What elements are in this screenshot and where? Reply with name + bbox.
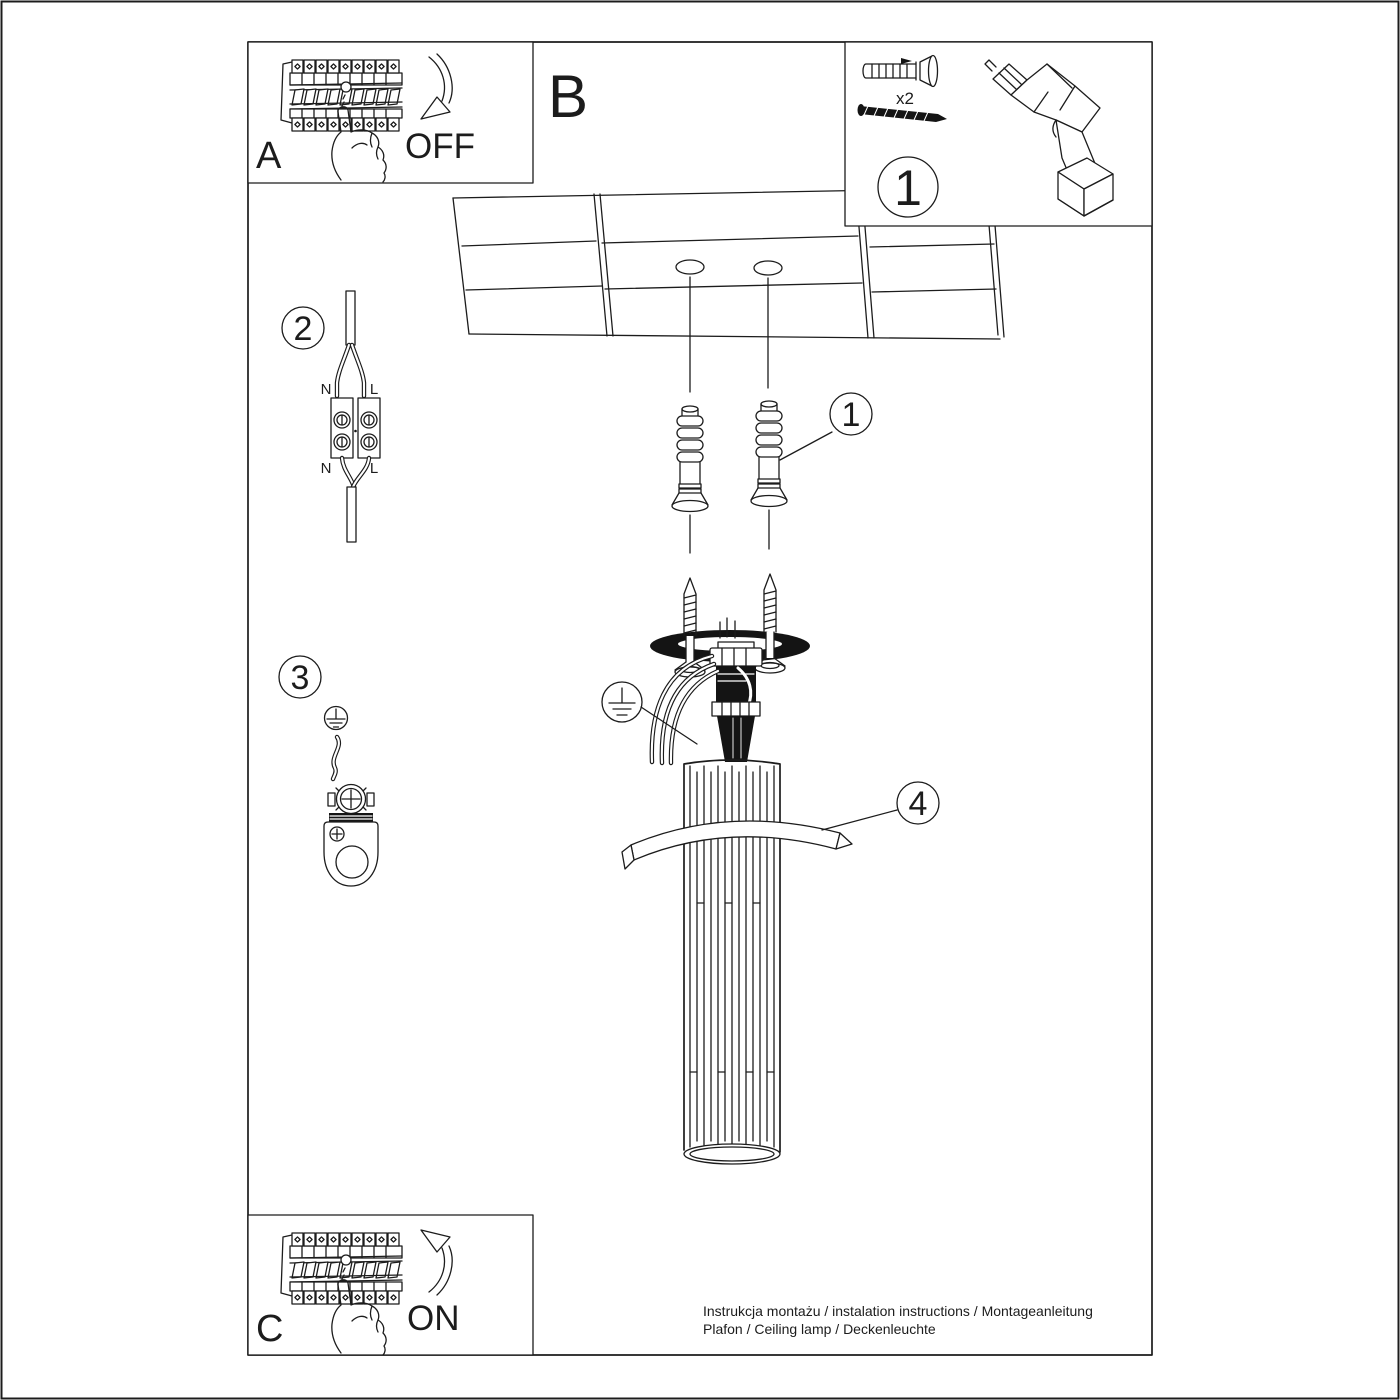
panel-c xyxy=(248,1215,533,1355)
label-bottom-n: N xyxy=(320,460,332,477)
part-number: 1 xyxy=(894,160,922,216)
quantity-label: x2 xyxy=(896,89,914,108)
panel-a xyxy=(248,42,533,183)
callout-1-badge xyxy=(830,393,872,435)
panel-a-label: A xyxy=(256,135,282,177)
callout-2-number: 2 xyxy=(293,310,313,348)
callout-4-badge xyxy=(897,782,939,824)
ground-symbol-icon xyxy=(602,682,642,722)
parts-panel xyxy=(845,42,1152,226)
off-label: OFF xyxy=(405,127,475,166)
callout-2-badge xyxy=(282,307,324,349)
page-border xyxy=(2,2,1399,1399)
footer-text-line1: Instrukcja montażu / instalation instructions / Montageanleitung xyxy=(703,1303,1093,1319)
label-bottom-l: L xyxy=(369,460,379,477)
callout-4-number: 4 xyxy=(908,785,928,823)
footer-text-line2: Plafon / Ceiling lamp / Deckenleuchte xyxy=(703,1321,936,1337)
callout-3-number: 3 xyxy=(290,659,310,697)
label-top-n: N xyxy=(320,381,332,398)
part-number-badge xyxy=(878,157,938,217)
ground-symbol-small-icon xyxy=(325,707,348,730)
callout-3-badge xyxy=(279,656,321,698)
lamp-holder-icon xyxy=(324,785,378,887)
label-top-l: L xyxy=(369,381,379,398)
panel-c-label: C xyxy=(256,1308,284,1350)
step-b-label: B xyxy=(548,63,589,130)
on-label: ON xyxy=(407,1299,460,1338)
callout-1-number: 1 xyxy=(841,396,861,434)
